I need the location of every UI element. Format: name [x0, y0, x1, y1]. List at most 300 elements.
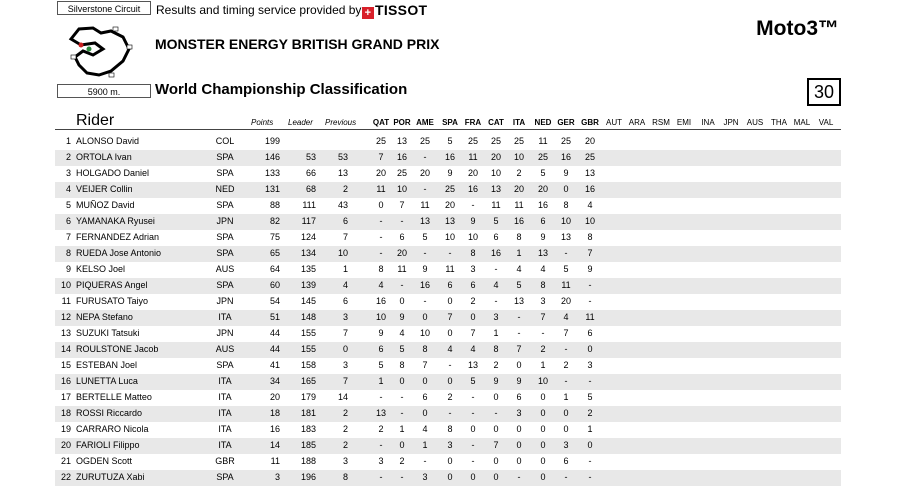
- rider-cell: PIQUERAS Angel: [76, 280, 148, 290]
- race-points-cell: 20: [560, 296, 571, 306]
- race-points-cell: -: [423, 296, 427, 306]
- race-points-cell: -: [379, 472, 383, 482]
- race-points-cell: 0: [540, 456, 546, 466]
- tissot-cross-icon: +: [362, 7, 374, 19]
- race-points-cell: 0: [399, 440, 405, 450]
- previous-gap-cell: 53: [337, 152, 348, 162]
- race-points-cell: 6: [516, 392, 522, 402]
- previous-gap-cell: 13: [337, 168, 348, 178]
- race-points-cell: 9: [470, 216, 476, 226]
- race-points-cell: 8: [516, 232, 522, 242]
- race-points-cell: 7: [422, 360, 428, 370]
- previous-gap-cell: 2: [342, 184, 348, 194]
- race-points-cell: -: [471, 408, 475, 418]
- previous-gap-cell: 6: [342, 296, 348, 306]
- race-points-cell: 20: [396, 248, 407, 258]
- race-points-cell: -: [588, 296, 592, 306]
- round-number: 30: [807, 78, 841, 106]
- nation-cell: AUS: [215, 264, 235, 274]
- previous-gap-cell: 3: [342, 456, 348, 466]
- race-points-cell: 11: [468, 152, 478, 162]
- race-points-cell: -: [517, 312, 521, 322]
- race-points-cell: 2: [378, 424, 384, 434]
- previous-gap-cell: 14: [337, 392, 348, 402]
- race-points-cell: 1: [422, 440, 428, 450]
- points-cell: 3: [274, 472, 280, 482]
- header-race-ina: INA: [701, 118, 715, 127]
- race-points-cell: 4: [540, 264, 546, 274]
- race-points-cell: 1: [378, 376, 384, 386]
- race-points-cell: 8: [399, 360, 405, 370]
- race-points-cell: 9: [399, 312, 405, 322]
- race-points-cell: 0: [422, 408, 428, 418]
- race-points-cell: 6: [493, 232, 499, 242]
- race-points-cell: 25: [490, 136, 501, 146]
- race-points-cell: 25: [513, 136, 524, 146]
- race-points-cell: 10: [419, 328, 430, 338]
- previous-gap-cell: 2: [342, 408, 348, 418]
- rider-cell: ESTEBAN Joel: [76, 360, 138, 370]
- event-title: MONSTER ENERGY BRITISH GRAND PRIX: [155, 36, 440, 52]
- race-points-cell: 3: [470, 264, 476, 274]
- race-points-cell: -: [564, 472, 568, 482]
- rider-cell: FARIOLI Filippo: [76, 440, 140, 450]
- header-race-ame: AME: [416, 118, 434, 127]
- race-points-cell: 3: [587, 360, 593, 370]
- nation-cell: SPA: [216, 472, 234, 482]
- race-points-cell: -: [588, 456, 592, 466]
- nation-cell: JPN: [216, 216, 234, 226]
- previous-gap-cell: 2: [342, 424, 348, 434]
- race-points-cell: 10: [490, 168, 501, 178]
- nation-cell: ITA: [218, 424, 232, 434]
- position-cell: 18: [60, 408, 71, 418]
- race-points-cell: 2: [447, 392, 453, 402]
- circuit-map-icon: [57, 15, 151, 83]
- race-points-cell: -: [588, 472, 592, 482]
- race-points-cell: -: [517, 328, 521, 338]
- leader-gap-cell: 165: [300, 376, 316, 386]
- race-points-cell: 0: [378, 200, 384, 210]
- points-cell: 88: [269, 200, 280, 210]
- nation-cell: SPA: [216, 360, 234, 370]
- race-points-cell: 9: [378, 328, 384, 338]
- points-cell: 146: [264, 152, 280, 162]
- previous-gap-cell: 7: [342, 232, 348, 242]
- race-points-cell: 0: [399, 296, 405, 306]
- position-cell: 14: [60, 344, 71, 354]
- race-points-cell: 10: [444, 232, 455, 242]
- race-points-cell: 2: [516, 168, 522, 178]
- race-points-cell: 0: [563, 424, 569, 434]
- race-points-cell: -: [448, 360, 452, 370]
- header-rider: Rider: [76, 112, 115, 129]
- race-points-cell: 0: [587, 344, 593, 354]
- race-points-cell: 9: [516, 376, 522, 386]
- race-points-cell: 0: [399, 376, 405, 386]
- header-previous: Previous: [325, 118, 357, 127]
- table-row: [55, 454, 841, 470]
- previous-gap-cell: 7: [342, 328, 348, 338]
- table-row: [55, 262, 841, 278]
- race-points-cell: 25: [560, 136, 571, 146]
- race-points-cell: 0: [447, 472, 453, 482]
- race-points-cell: 11: [538, 136, 548, 146]
- race-points-cell: 13: [467, 360, 478, 370]
- leader-gap-cell: 53: [305, 152, 316, 162]
- race-points-cell: 8: [563, 200, 569, 210]
- race-points-cell: 1: [493, 328, 499, 338]
- nation-cell: NED: [215, 184, 235, 194]
- position-cell: 16: [60, 376, 71, 386]
- nation-cell: ITA: [218, 376, 232, 386]
- race-points-cell: -: [423, 456, 427, 466]
- race-points-cell: 4: [587, 200, 593, 210]
- position-cell: 19: [60, 424, 71, 434]
- race-points-cell: 5: [447, 136, 453, 146]
- previous-gap-cell: 4: [342, 280, 348, 290]
- race-points-cell: -: [448, 248, 452, 258]
- race-points-cell: 7: [540, 312, 546, 322]
- rider-cell: HOLGADO Daniel: [76, 168, 150, 178]
- position-cell: 4: [65, 184, 71, 194]
- race-points-cell: 4: [447, 344, 453, 354]
- race-points-cell: 9: [540, 232, 546, 242]
- rider-cell: ALONSO David: [76, 136, 140, 146]
- race-points-cell: 4: [470, 344, 476, 354]
- header-race-gbr: GBR: [581, 118, 599, 127]
- header-race-ita: ITA: [512, 118, 526, 127]
- race-points-cell: 9: [422, 264, 428, 274]
- race-points-cell: 2: [563, 360, 569, 370]
- race-points-cell: 10: [513, 152, 524, 162]
- table-row: [55, 278, 841, 294]
- race-points-cell: 5: [399, 344, 405, 354]
- race-points-cell: 13: [584, 168, 595, 178]
- race-points-cell: 20: [419, 168, 430, 178]
- header-race-tha: THA: [771, 118, 787, 127]
- race-points-cell: 0: [540, 392, 546, 402]
- race-points-cell: 13: [396, 136, 407, 146]
- table-row: [55, 422, 841, 438]
- points-cell: 60: [269, 280, 280, 290]
- race-points-cell: 6: [540, 216, 546, 226]
- points-cell: 65: [269, 248, 280, 258]
- race-points-cell: 25: [584, 152, 595, 162]
- table-row: [55, 182, 841, 198]
- leader-gap-cell: 155: [300, 344, 316, 354]
- nation-cell: JPN: [216, 296, 234, 306]
- points-cell: 16: [269, 424, 280, 434]
- rider-cell: CARRARO Nicola: [76, 424, 149, 434]
- nation-cell: SPA: [216, 280, 234, 290]
- race-points-cell: -: [400, 216, 404, 226]
- leader-gap-cell: 155: [300, 328, 316, 338]
- position-cell: 20: [60, 440, 71, 450]
- circuit-length: 5900 m.: [57, 84, 151, 98]
- leader-gap-cell: 183: [300, 424, 316, 434]
- race-points-cell: 25: [537, 152, 548, 162]
- race-points-cell: -: [400, 472, 404, 482]
- nation-cell: ITA: [218, 312, 232, 322]
- table-row: [55, 294, 841, 310]
- race-points-cell: -: [588, 280, 592, 290]
- rider-cell: FERNANDEZ Adrian: [76, 232, 160, 242]
- race-points-cell: 20: [537, 184, 548, 194]
- leader-gap-cell: 179: [300, 392, 316, 402]
- race-points-cell: -: [517, 472, 521, 482]
- race-points-cell: 0: [470, 472, 476, 482]
- race-points-cell: 6: [447, 280, 453, 290]
- race-points-cell: 5: [493, 216, 499, 226]
- race-points-cell: 4: [378, 280, 384, 290]
- nation-cell: SPA: [216, 248, 234, 258]
- points-cell: 131: [264, 184, 280, 194]
- table-row: [55, 438, 841, 454]
- nation-cell: ITA: [218, 392, 232, 402]
- leader-gap-cell: 66: [305, 168, 316, 178]
- race-points-cell: 13: [560, 232, 571, 242]
- race-points-cell: 7: [587, 248, 593, 258]
- race-points-cell: 3: [540, 296, 546, 306]
- race-points-cell: 2: [470, 296, 476, 306]
- race-points-cell: 16: [537, 200, 548, 210]
- race-points-cell: -: [541, 328, 545, 338]
- race-points-cell: -: [471, 392, 475, 402]
- nation-cell: SPA: [216, 232, 234, 242]
- race-points-cell: 8: [470, 248, 476, 258]
- header-race-rsm: RSM: [652, 118, 670, 127]
- rider-cell: FURUSATO Taiyo: [76, 296, 149, 306]
- race-points-cell: 5: [378, 360, 384, 370]
- nation-cell: ITA: [218, 440, 232, 450]
- points-cell: 34: [269, 376, 280, 386]
- points-cell: 51: [269, 312, 280, 322]
- race-points-cell: -: [564, 376, 568, 386]
- race-points-cell: 4: [493, 280, 499, 290]
- race-points-cell: 0: [470, 312, 476, 322]
- race-points-cell: -: [494, 264, 498, 274]
- header-divider: [55, 129, 841, 130]
- race-points-cell: 0: [516, 440, 522, 450]
- header-points: Points: [251, 118, 274, 127]
- points-cell: 14: [269, 440, 280, 450]
- race-points-cell: 13: [375, 408, 386, 418]
- race-points-cell: 16: [584, 184, 595, 194]
- race-points-cell: 6: [563, 456, 569, 466]
- rider-cell: BERTELLE Matteo: [76, 392, 152, 402]
- header-race-jpn: JPN: [723, 118, 739, 127]
- race-points-cell: 5: [516, 280, 522, 290]
- race-points-cell: 1: [516, 248, 522, 258]
- race-points-cell: 6: [422, 392, 428, 402]
- race-points-cell: 5: [422, 232, 428, 242]
- table-row: [55, 166, 841, 182]
- rider-cell: NEPA Stefano: [76, 312, 133, 322]
- race-points-cell: -: [400, 392, 404, 402]
- leader-gap-cell: 185: [300, 440, 316, 450]
- race-points-cell: 20: [444, 200, 455, 210]
- race-points-cell: -: [379, 440, 383, 450]
- previous-gap-cell: 1: [342, 264, 348, 274]
- race-points-cell: 8: [493, 344, 499, 354]
- rider-cell: KELSO Joel: [76, 264, 126, 274]
- table-row: [55, 246, 841, 262]
- position-cell: 15: [60, 360, 71, 370]
- nation-cell: SPA: [216, 152, 234, 162]
- race-points-cell: 11: [420, 200, 430, 210]
- race-points-cell: 25: [444, 184, 455, 194]
- table-row: [55, 310, 841, 326]
- race-points-cell: 7: [470, 328, 476, 338]
- leader-gap-cell: 135: [300, 264, 316, 274]
- race-points-cell: 10: [537, 376, 548, 386]
- table-row: [55, 214, 841, 230]
- table-row: [55, 470, 841, 486]
- race-points-cell: 11: [491, 200, 501, 210]
- position-cell: 1: [65, 136, 71, 146]
- race-points-cell: 1: [399, 424, 405, 434]
- race-points-cell: 0: [563, 408, 569, 418]
- race-points-cell: 11: [376, 184, 386, 194]
- previous-gap-cell: 10: [337, 248, 348, 258]
- race-points-cell: 1: [587, 424, 593, 434]
- race-points-cell: 25: [467, 136, 478, 146]
- table-row: [55, 406, 841, 422]
- header-race-emi: EMI: [676, 118, 692, 127]
- previous-gap-cell: 43: [337, 200, 348, 210]
- race-points-cell: -: [423, 152, 427, 162]
- race-points-cell: 4: [516, 264, 522, 274]
- race-points-cell: 16: [419, 280, 430, 290]
- race-points-cell: 10: [467, 232, 478, 242]
- race-points-cell: 2: [493, 360, 499, 370]
- race-points-cell: 0: [587, 440, 593, 450]
- race-points-cell: 4: [399, 328, 405, 338]
- race-points-cell: 7: [516, 344, 522, 354]
- previous-gap-cell: 3: [342, 312, 348, 322]
- race-points-cell: 0: [493, 424, 499, 434]
- race-points-cell: 7: [563, 328, 569, 338]
- race-points-cell: 8: [422, 344, 428, 354]
- race-points-cell: 13: [513, 296, 524, 306]
- race-points-cell: 0: [540, 440, 546, 450]
- nation-cell: JPN: [216, 328, 234, 338]
- race-points-cell: -: [588, 376, 592, 386]
- race-points-cell: 7: [447, 312, 453, 322]
- race-points-cell: -: [379, 216, 383, 226]
- race-points-cell: 9: [587, 264, 593, 274]
- points-cell: 54: [269, 296, 280, 306]
- race-points-cell: 11: [514, 200, 524, 210]
- position-cell: 11: [61, 296, 71, 306]
- race-points-cell: 5: [587, 392, 593, 402]
- race-points-cell: 11: [561, 280, 571, 290]
- race-points-cell: -: [471, 440, 475, 450]
- race-points-cell: 0: [493, 456, 499, 466]
- header-race-fra: FRA: [464, 118, 482, 127]
- race-points-cell: 0: [447, 296, 453, 306]
- race-points-cell: 11: [397, 264, 407, 274]
- leader-gap-cell: 158: [300, 360, 316, 370]
- rider-cell: ROSSI Riccardo: [76, 408, 143, 418]
- race-points-cell: 16: [444, 152, 455, 162]
- header-race-por: POR: [393, 118, 411, 127]
- position-cell: 7: [65, 232, 71, 242]
- nation-cell: SPA: [216, 200, 234, 210]
- race-points-cell: 13: [419, 216, 430, 226]
- rider-cell: RUEDA Jose Antonio: [76, 248, 162, 258]
- race-points-cell: 5: [470, 376, 476, 386]
- points-cell: 199: [264, 136, 280, 146]
- race-points-cell: 0: [447, 376, 453, 386]
- race-points-cell: 20: [584, 136, 595, 146]
- race-points-cell: 0: [540, 408, 546, 418]
- nation-cell: SPA: [216, 168, 234, 178]
- position-cell: 2: [65, 152, 71, 162]
- race-points-cell: 0: [470, 424, 476, 434]
- race-points-cell: -: [494, 408, 498, 418]
- race-points-cell: 6: [378, 344, 384, 354]
- race-points-cell: 9: [447, 168, 453, 178]
- points-cell: 133: [264, 168, 280, 178]
- race-points-cell: 3: [493, 312, 499, 322]
- leader-gap-cell: 134: [300, 248, 316, 258]
- race-points-cell: 13: [444, 216, 455, 226]
- race-points-cell: -: [423, 248, 427, 258]
- race-points-cell: 0: [516, 360, 522, 370]
- position-cell: 6: [65, 216, 71, 226]
- leader-gap-cell: 145: [300, 296, 316, 306]
- rider-cell: SUZUKI Tatsuki: [76, 328, 140, 338]
- header-race-val: VAL: [818, 118, 834, 127]
- circuit-name: Silverstone Circuit: [57, 1, 151, 15]
- position-cell: 5: [65, 200, 71, 210]
- leader-gap-cell: 68: [305, 184, 316, 194]
- race-points-cell: 10: [560, 216, 571, 226]
- race-points-cell: -: [448, 408, 452, 418]
- rider-cell: YAMANAKA Ryusei: [76, 216, 155, 226]
- race-points-cell: 0: [516, 456, 522, 466]
- race-points-cell: -: [564, 248, 568, 258]
- race-points-cell: 7: [493, 440, 499, 450]
- tissot-logo: + TISSOT: [362, 2, 427, 19]
- race-points-cell: 0: [493, 392, 499, 402]
- race-points-cell: 2: [587, 408, 593, 418]
- header-leader: Leader: [288, 118, 313, 127]
- race-points-cell: 4: [422, 424, 428, 434]
- rider-cell: LUNETTA Luca: [76, 376, 138, 386]
- nation-cell: GBR: [215, 456, 235, 466]
- leader-gap-cell: 111: [302, 200, 316, 210]
- race-points-cell: 0: [540, 424, 546, 434]
- header-race-mal: MAL: [793, 118, 811, 127]
- race-points-cell: 2: [540, 344, 546, 354]
- race-points-cell: 0: [447, 456, 453, 466]
- position-cell: 17: [60, 392, 71, 402]
- race-points-cell: 13: [490, 184, 501, 194]
- position-cell: 12: [60, 312, 71, 322]
- classification-title: World Championship Classification: [155, 81, 408, 98]
- nation-cell: ITA: [218, 408, 232, 418]
- leader-gap-cell: 139: [300, 280, 316, 290]
- position-cell: 3: [65, 168, 71, 178]
- race-points-cell: 25: [419, 136, 430, 146]
- points-cell: 11: [270, 456, 280, 466]
- race-points-cell: -: [471, 200, 475, 210]
- header-race-qat: QAT: [372, 118, 390, 127]
- nation-cell: COL: [215, 136, 235, 146]
